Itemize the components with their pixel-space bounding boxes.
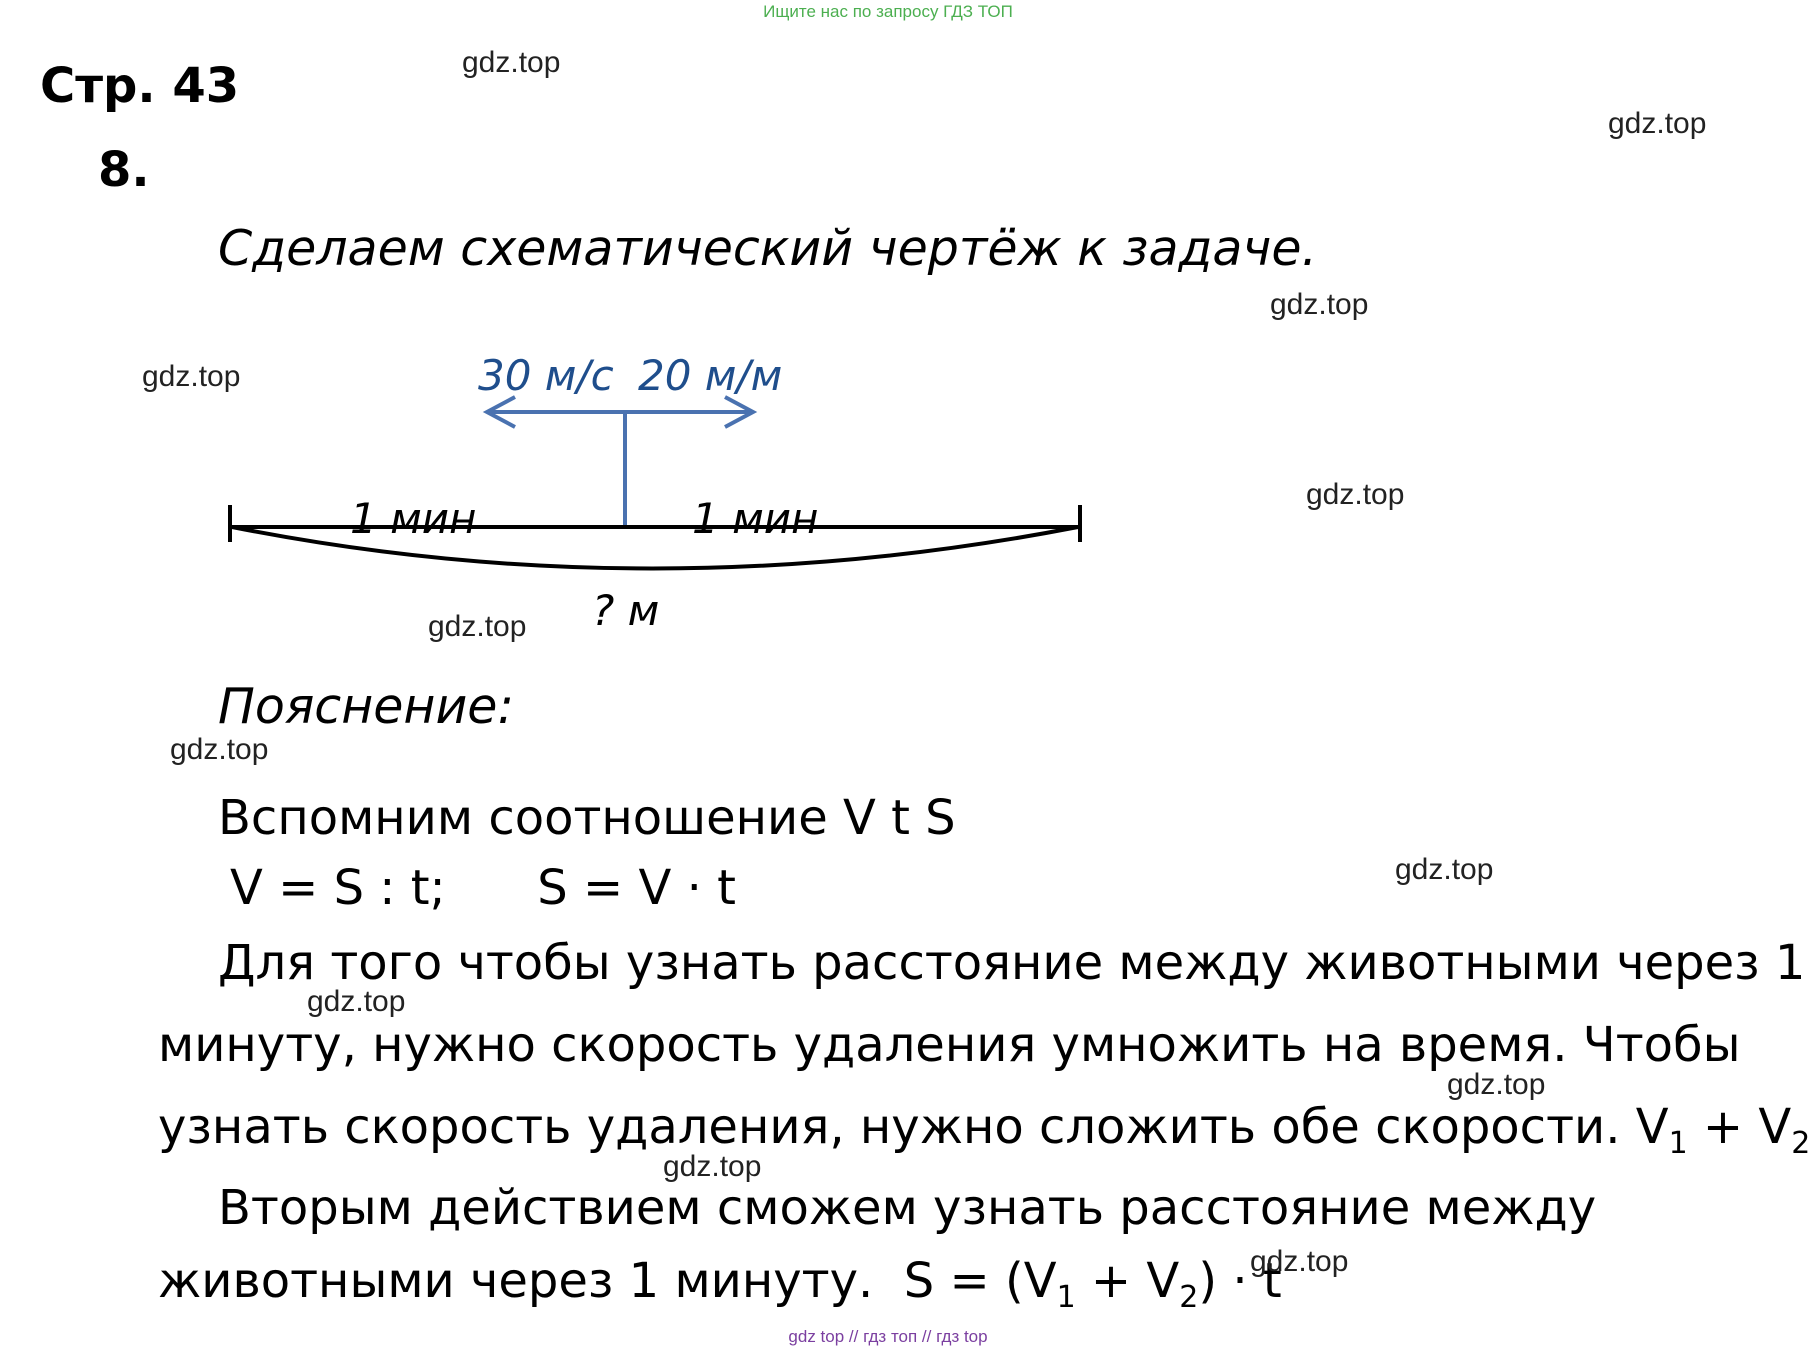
total-distance-label: ? м bbox=[592, 586, 660, 635]
speed-right-label: 20 м/м bbox=[638, 351, 783, 400]
explanation-heading: Пояснение: bbox=[218, 678, 514, 735]
watermark: gdz.top bbox=[142, 360, 241, 393]
watermark: gdz.top bbox=[1270, 288, 1369, 321]
watermark: gdz.top bbox=[1250, 1245, 1349, 1278]
task-number: 8. bbox=[98, 142, 150, 198]
time-right-label: 1 мин bbox=[692, 494, 819, 543]
para1-line3: узнать скорость удаления, нужно сложить обе скорости. $V_1 + V_2$ bbox=[158, 1099, 1810, 1161]
intro-text: Сделаем схематический чертёж к задаче. bbox=[218, 220, 1318, 277]
para2-line2: животными через 1 минуту. $S = (V_1 + V_2) \cdot t$ bbox=[158, 1253, 1282, 1315]
recall-line: Вспомним соотношение V t S bbox=[218, 790, 956, 846]
time-left-label: 1 мин bbox=[350, 494, 477, 543]
page-number: Стр. 43 bbox=[40, 58, 240, 114]
formula-line: V = S : t; S = V · t bbox=[230, 860, 736, 916]
watermark: gdz.top bbox=[1395, 853, 1494, 886]
watermark: gdz.top bbox=[170, 733, 269, 766]
watermark: gdz.top bbox=[462, 46, 561, 79]
watermark: gdz.top bbox=[1608, 107, 1707, 140]
watermark: gdz.top bbox=[307, 985, 406, 1018]
watermark: gdz.top bbox=[663, 1150, 762, 1183]
speed-left-label: 30 м/с bbox=[478, 351, 614, 400]
para1-line2: минуту, нужно скорость удаления умножить на время. Чтобы bbox=[158, 1017, 1741, 1073]
watermark: gdz.top bbox=[1447, 1068, 1546, 1101]
para2-line1: Вторым действием сможем узнать расстояние между bbox=[218, 1180, 1597, 1236]
search-banner: Ищите нас по запросу ГДЗ ТОП bbox=[763, 2, 1013, 21]
para1-line1: Для того чтобы узнать расстояние между животными через 1 bbox=[218, 935, 1806, 991]
footer-watermark: gdz top // гдз топ // гдз top bbox=[788, 1327, 988, 1346]
watermark: gdz.top bbox=[428, 610, 527, 643]
watermark: gdz.top bbox=[1306, 478, 1405, 511]
